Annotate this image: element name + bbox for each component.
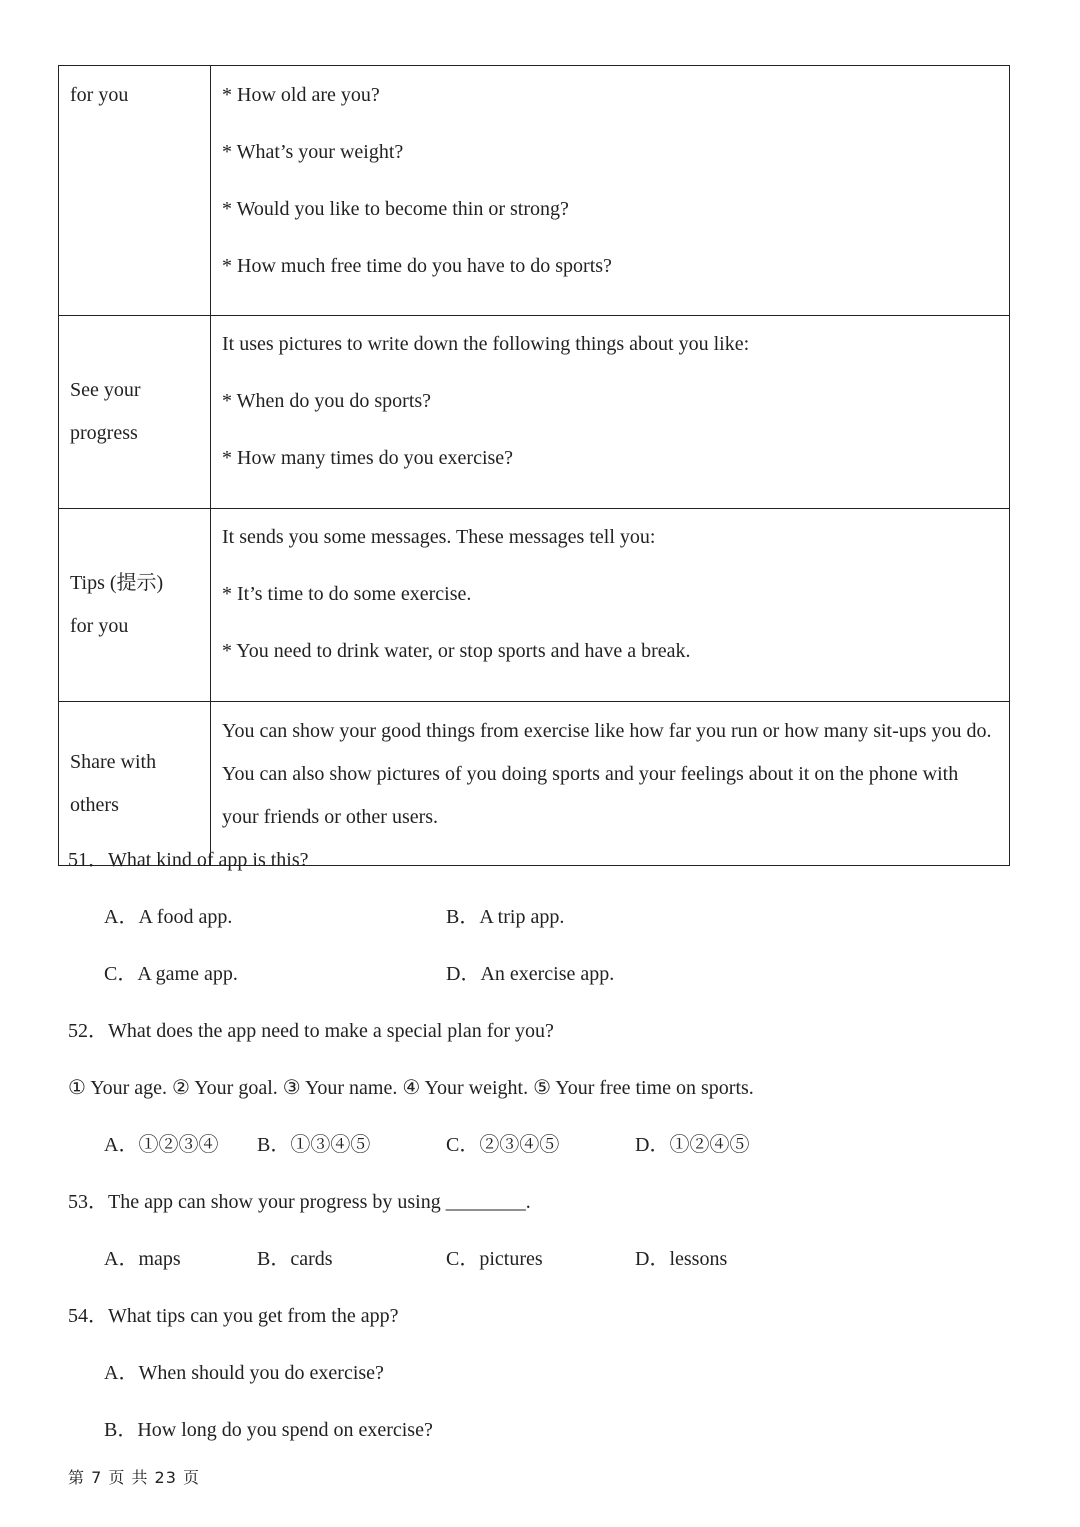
feature-cell [59,702,211,866]
feature-cell [59,66,211,316]
question-54-stem: 54．What tips can you get from the app? [68,1305,399,1327]
question-51-option-c: C．A game app. [104,963,238,985]
description-line: * How much free time do you have to do sports? [222,255,612,277]
question-51-option-b: B．A trip app. [446,906,565,928]
description-line: It sends you some messages. These messages tell you: [222,526,656,548]
question-52-stem: 52．What does the app need to make a special plan for you? [68,1020,554,1042]
feature-label: others [70,793,119,816]
description-paragraph: You can show your good things from exercise like how far you run or how many sit-ups you do. You can also show pictures of you doing sports and your feelings about it on the phone with your friends or other users. [222,720,992,828]
table-row [59,509,1010,702]
feature-label: Share with [70,750,157,773]
question-51-option-d: D．An exercise app. [446,963,615,985]
description-line: * You need to drink water, or stop sports and have a break. [222,640,691,662]
question-52-option-a: A．①②③④ [104,1134,219,1156]
feature-cell [59,509,211,702]
question-51-stem: 51．What kind of app is this? [68,849,309,871]
description-cell [211,509,1010,702]
question-52-option-d: D．①②④⑤ [635,1134,750,1156]
question-53-option-b: B．cards [257,1248,333,1270]
table-row [59,66,1010,316]
question-53-option-a: A．maps [104,1248,181,1270]
description-line: * It’s time to do some exercise. [222,583,472,605]
question-52-option-c: C．②③④⑤ [446,1134,560,1156]
description-cell [211,316,1010,509]
question-51-option-a: A．A food app. [104,906,233,928]
question-52-option-b: B．①③④⑤ [257,1134,371,1156]
description-line: * How many times do you exercise? [222,447,514,469]
feature-label: Tips (提示) [70,572,164,594]
description-line: It uses pictures to write down the following things about you like: [222,333,750,355]
description-line: * How old are you? [222,84,380,106]
question-53-option-d: D．lessons [635,1248,728,1270]
question-53-stem: 53．The app can show your progress by using ________. [68,1191,531,1213]
table-row [59,316,1010,509]
question-54-option-a: A．When should you do exercise? [104,1362,384,1384]
description-line: * Would you like to become thin or strong? [222,198,569,220]
question-53-option-c: C．pictures [446,1248,543,1270]
feature-cell [59,316,211,509]
table-row [59,702,1010,866]
feature-label: for you [70,84,129,106]
feature-label: for you [70,615,129,637]
feature-label: progress [70,422,138,444]
description-cell [211,66,1010,316]
description-line: * When do you do sports? [222,390,432,412]
description-cell [211,702,1010,866]
app-features-table [58,65,1010,866]
description-line: * What’s your weight? [222,141,404,163]
page-number-footer: 第 7 页 共 23 页 [68,1468,200,1487]
feature-label: See your [70,379,141,401]
question-52-items: ① Your age. ② Your goal. ③ Your name. ④ Your weight. ⑤ Your free time on sports. [68,1077,754,1099]
question-54-option-b: B．How long do you spend on exercise? [104,1419,433,1441]
